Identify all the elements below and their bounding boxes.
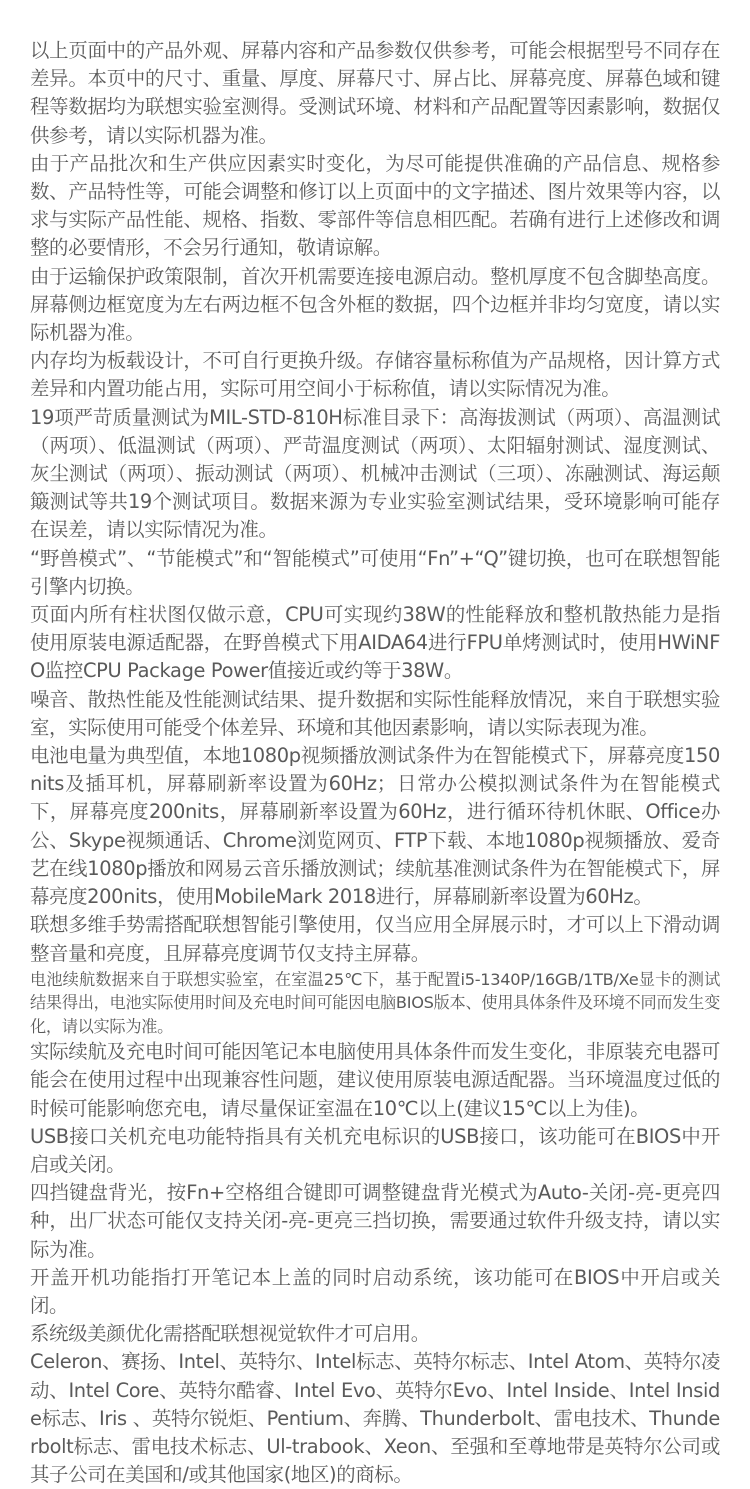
- disclaimer-paragraph-trademarks: Celeron、赛扬、Intel、英特尔、Intel标志、英特尔标志、Intel Atom、英特尔凌动、Intel Core、英特尔酷睿、Intel Evo、英特尔Evo、Intel Inside、Intel Inside标志、Iris 、英特尔锐炬、Pentium、奔腾、Thunderbolt、雷电技术、Thunderbolt标志、雷电技术标志、Ul-trabook、Xeon、至强和至尊地带是英特尔公司或其子公司在美国和/或其他国家(地区)的商标。: [30, 1350, 720, 1487]
- disclaimer-paragraph-transport: 由于运输保护政策限制，首次开机需要连接电源启动。整机厚度不包含脚垫高度。屏幕侧边框宽度为左右两边框不包含外框的数据，四个边框并非均匀宽度，请以实际机器为准。: [30, 264, 720, 345]
- disclaimer-paragraph-mil-std-tests: 19项严苛质量测试为MIL-STD-810H标准目录下：高海拔测试（两项）、高温测试（两项）、低温测试（两项）、严苛温度测试（两项）、太阳辐射测试、湿度测试、灰尘测试（两项）、振动测试（两项）、机械冲击测试（三项）、冻融测试、海运颠簸测试等共19个测试项目。数据来源为专业实验室测试结果，受环境影响可能存在误差，请以实际情况为准。: [30, 405, 720, 542]
- disclaimer-paragraph-usb-charging: USB接口关机充电功能特指具有关机充电标识的USB接口，该功能可在BIOS中开启或关闭。: [30, 1124, 720, 1177]
- disclaimer-paragraph-memory-storage: 内存均为板载设计，不可自行更换升级。存储容量标称值为产品规格，因计算方式差异和内置功能占用，实际可用空间小于标称值，请以实际情况为准。: [30, 349, 720, 401]
- disclaimer-text-block: [30, 37, 720, 1489]
- disclaimer-paragraph-battery-tests: 电池电量为典型值，本地1080p视频播放测试条件为在智能模式下，屏幕亮度150nits及插耳机，屏幕刷新率设置为60Hz；日常办公模拟测试条件为在智能模式下，屏幕亮度200nits，屏幕刷新率设置为60Hz，进行循环待机休眠、Office办公、Skype视频通话、Chrome浏览网页、FTP下载、本地1080p视频播放、爱奇艺在线1080p播放和网易云音乐播放测试；续航基准测试条件为在智能模式下，屏幕亮度200nits，使用MobileMark 2018进行，屏幕刷新率设置为60Hz。: [30, 744, 720, 909]
- disclaimer-paragraph-supply-changes: 由于产品批次和生产供应因素实时变化，为尽可能提供准确的产品信息、规格参数、产品特性等，可能会调整和修订以上页面中的文字描述、图片效果等内容，以求与实际产品性能、规格、指数、零部件等信息相匹配。若确有进行上述修改和调整的必要情形，不会另行通知，敬请谅解。: [30, 151, 720, 260]
- disclaimer-paragraph-gestures: 联想多维手势需搭配联想智能引擎使用，仅当应用全屏展示时，才可以上下滑动调整音量和亮度，且屏幕亮度调节仅支持主屏幕。: [30, 913, 720, 965]
- disclaimer-paragraph-keyboard-backlight: 四挡键盘背光，按Fn+空格组合键即可调整键盘背光模式为Auto-关闭-亮-更亮四种，出厂状态可能仅支持关闭-亮-更亮三挡切换，需要通过软件升级支持，请以实际为准。: [30, 1181, 720, 1261]
- disclaimer-paragraph-beauty-optimization: 系统级美颜优化需搭配联想视觉软件才可启用。: [30, 1322, 430, 1346]
- disclaimer-paragraph-charging: 实际续航及充电时间可能因笔记本电脑使用具体条件而发生变化，非原装充电器可能会在使用过程中出现兼容性问题，建议使用原装电源适配器。当环境温度过低的时候可能影响您充电，请尽量保证室温在10℃以上(建议15℃以上为佳)。: [30, 1040, 720, 1120]
- disclaimer-paragraph-noise-thermal: 噪音、散热性能及性能测试结果、提升数据和实际性能释放情况，来自于联想实验室，实际使用可能受个体差异、环境和其他因素影响，请以实际表现为准。: [30, 687, 720, 739]
- disclaimer-paragraph-performance-modes: “野兽模式”、“节能模式”和“智能模式”可使用“Fn”+“Q”键切换，也可在联想智能引擎内切换。: [30, 546, 720, 598]
- disclaimer-paragraph-battery-lab: 电池续航数据来自于联想实验室，在室温25℃下，基于配置i5-1340P/16GB/1TB/Xe显卡的测试结果得出，电池实际使用时间及充电时间可能因电脑BIOS版本、使用具体条件及环境不同而发生变化，请以实际为准。: [30, 969, 720, 1036]
- disclaimer-paragraph-lid-open-boot: 开盖开机功能指打开笔记本上盖的同时启动系统，该功能可在BIOS中开启或关闭。: [30, 1265, 720, 1318]
- disclaimer-paragraph-cpu-power: 页面内所有柱状图仅做示意，CPU可实现约38W的性能释放和整机散热能力是指使用原装电源适配器，在野兽模式下用AIDA64进行FPU单烤测试时，使用HWiNFO监控CPU Package Power值接近或约等于38W。: [30, 603, 720, 683]
- disclaimer-paragraph-appearance: 以上页面中的产品外观、屏幕内容和产品参数仅供参考，可能会根据型号不同存在差异。本页中的尺寸、重量、厚度、屏幕尺寸、屏占比、屏幕亮度、屏幕色域和键程等数据均为联想实验室测得。受测试环境、材料和产品配置等因素影响，数据仅供参考，请以实际机器为准。: [30, 39, 720, 147]
